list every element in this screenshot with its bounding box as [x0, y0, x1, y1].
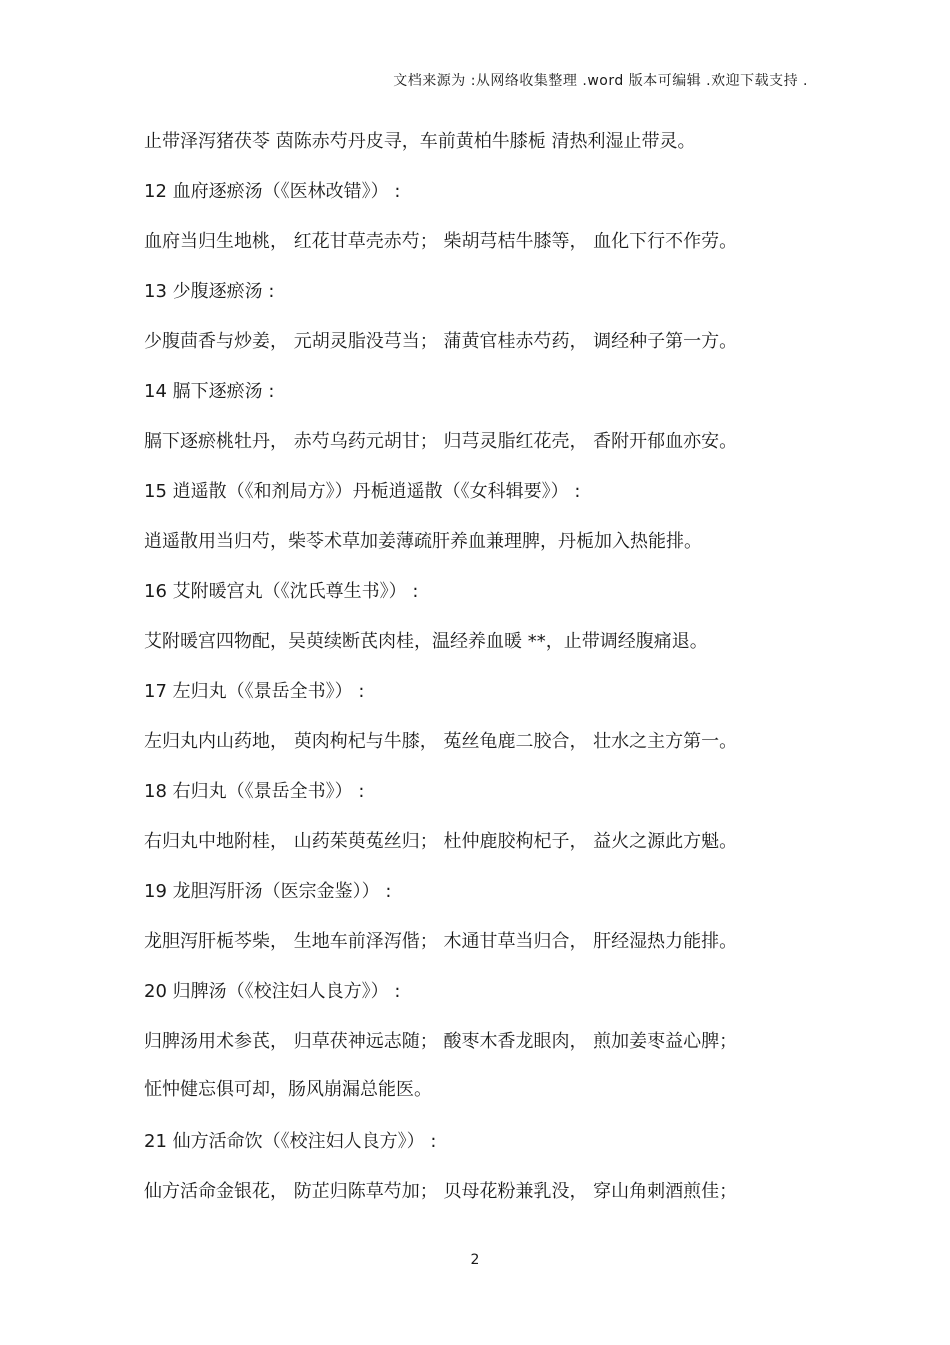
text-line: 龙胆泻肝栀芩柴， 生地车前泽泻偕； 木通甘草当归合， 肝经湿热力能排。 — [144, 931, 738, 952]
section-heading: 12 血府逐瘀汤（《医林改错》） : — [144, 181, 401, 202]
section-heading: 14 膈下逐瘀汤 : — [144, 381, 275, 402]
text-line: 右归丸中地附桂， 山药茱萸菟丝归； 杜仲鹿胶枸杞子， 益火之源此方魁。 — [144, 831, 738, 852]
text-line: 膈下逐瘀桃牡丹， 赤芍乌药元胡甘； 归芎灵脂红花壳， 香附开郁血亦安。 — [144, 431, 738, 452]
text-line: 血府当归生地桃， 红花甘草壳赤芍； 柴胡芎桔牛膝等， 血化下行不作劳。 — [144, 231, 738, 252]
section-heading: 19 龙胆泻肝汤（医宗金鉴）） : — [144, 881, 392, 902]
text-line: 归脾汤用术参芪， 归草茯神远志随； 酸枣木香龙眼肉， 煎加姜枣益心脾； — [144, 1031, 738, 1052]
section-heading: 16 艾附暖宫丸（《沈氏尊生书》） : — [144, 581, 419, 602]
section-heading: 13 少腹逐瘀汤 : — [144, 281, 275, 302]
section-heading: 17 左归丸（《景岳全书》） : — [144, 681, 365, 702]
section-heading: 18 右归丸（《景岳全书》） : — [144, 781, 365, 802]
text-line: 少腹茴香与炒姜， 元胡灵脂没芎当； 蒲黄官桂赤芍药， 调经种子第一方。 — [144, 331, 738, 352]
section-heading: 21 仙方活命饮（《校注妇人良方》） : — [144, 1131, 437, 1152]
section-heading: 15 逍遥散（《和剂局方》）丹栀逍遥散（《女科辑要》） : — [144, 481, 581, 502]
text-line: 止带泽泻猪茯苓 茵陈赤芍丹皮寻，车前黄柏牛膝栀 清热利湿止带灵。 — [144, 131, 696, 152]
text-line: 左归丸内山药地， 萸肉枸杞与牛膝， 菟丝龟鹿二胶合， 壮水之主方第一。 — [144, 731, 738, 752]
text-line: 艾附暖宫四物配，吴萸续断芪肉桂，温经养血暖 **，止带调经腹痛退。 — [144, 631, 708, 652]
section-heading: 20 归脾汤（《校注妇人良方》） : — [144, 981, 401, 1002]
page-number: 2 — [470, 1252, 480, 1268]
text-line: 逍遥散用当归芍，柴苓术草加姜薄疏肝养血兼理脾，丹栀加入热能排。 — [144, 531, 702, 552]
text-line: 仙方活命金银花， 防芷归陈草芍加； 贝母花粉兼乳没， 穿山角刺酒煎佳； — [144, 1181, 738, 1202]
text-line: 怔忡健忘俱可却，肠风崩漏总能医。 — [144, 1079, 432, 1100]
page-header: 文档来源为 :从网络收集整理 .word 版本可编辑 .欢迎下载支持 . — [393, 73, 808, 89]
